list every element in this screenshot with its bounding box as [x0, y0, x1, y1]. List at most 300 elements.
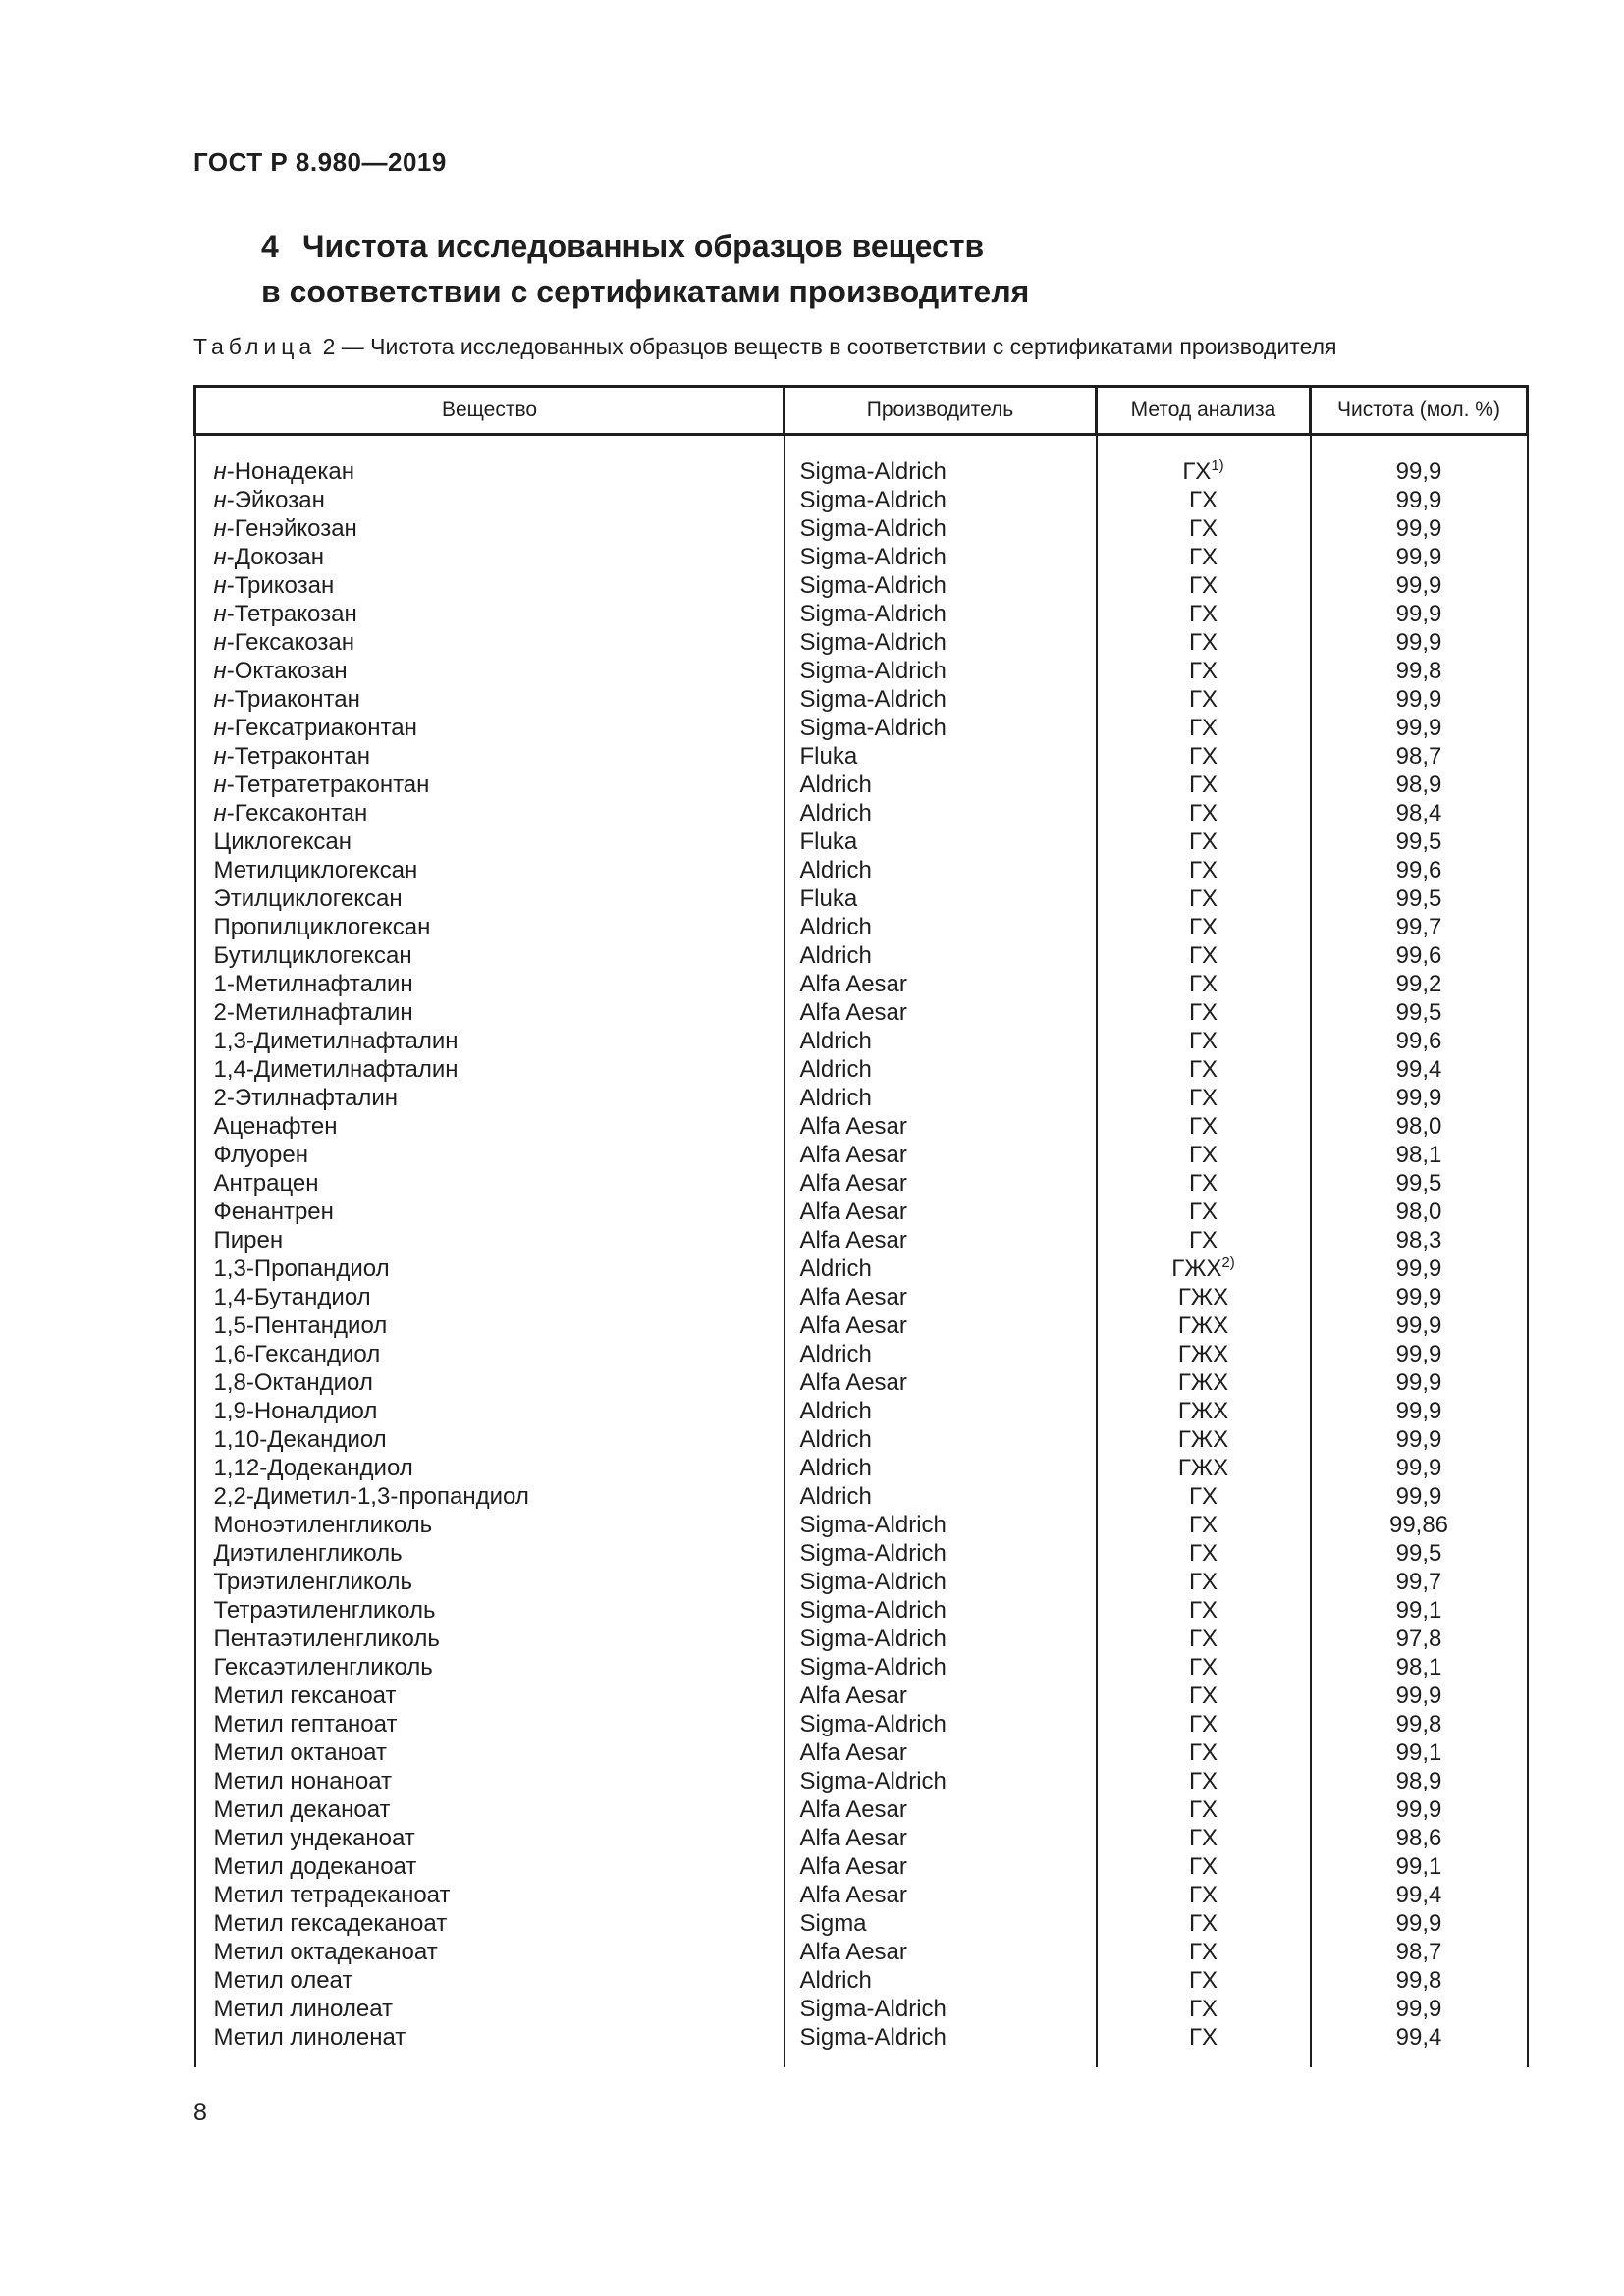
cell-substance: [195, 514, 785, 543]
substance-name: Аценафтен: [213, 1113, 338, 1140]
table-row: [195, 1539, 1528, 1568]
cell-manufacturer: Sigma-Aldrich: [785, 1767, 1097, 1795]
cell-method: [1097, 657, 1311, 685]
cell-manufacturer: Sigma-Aldrich: [785, 1511, 1097, 1539]
substance-name: 1,9-Ноналдиол: [213, 1398, 378, 1424]
method-value: ГХ: [1188, 1199, 1218, 1225]
cell-method: [1097, 1027, 1311, 1055]
table-row: [195, 828, 1528, 856]
substance-prefix: н: [213, 772, 227, 798]
cell-manufacturer: Fluka: [785, 828, 1097, 856]
substance-name: 1,12-Додекандиол: [213, 1455, 413, 1481]
table-row: [195, 1112, 1528, 1141]
cell-manufacturer: Aldrich: [785, 799, 1097, 828]
cell-substance: [195, 657, 785, 685]
table-row: [195, 1368, 1528, 1397]
cell-substance: [195, 1909, 785, 1938]
cell-manufacturer: Alfa Aesar: [785, 1682, 1097, 1710]
cell-method: [1097, 1198, 1311, 1226]
table-row: [195, 1966, 1528, 1995]
table-row: [195, 1596, 1528, 1625]
substance-name: Пентаэтиленгликоль: [213, 1626, 440, 1652]
cell-substance: [195, 571, 785, 600]
substance-name: -Эйкозан: [226, 487, 325, 513]
method-value: ГХ: [1188, 1597, 1218, 1624]
cell-manufacturer: Aldrich: [785, 1425, 1097, 1454]
substance-prefix: н: [213, 544, 227, 570]
cell-manufacturer: Sigma-Aldrich: [785, 543, 1097, 571]
table-row: [195, 1682, 1528, 1710]
cell-substance: [195, 1738, 785, 1767]
cell-manufacturer: Sigma-Aldrich: [785, 1653, 1097, 1682]
cell-substance: [195, 1027, 785, 1055]
cell-substance: [195, 1938, 785, 1966]
cell-manufacturer: Alfa Aesar: [785, 1824, 1097, 1852]
table-row: [195, 913, 1528, 941]
cell-purity: 99,6: [1311, 1027, 1528, 1055]
cell-manufacturer: Alfa Aesar: [785, 1283, 1097, 1311]
cell-substance: [195, 628, 785, 657]
cell-method: [1097, 771, 1311, 799]
cell-substance: [195, 828, 785, 856]
cell-substance: [195, 1425, 785, 1454]
method-value: ГХ: [1188, 2024, 1218, 2051]
cell-manufacturer: Aldrich: [785, 771, 1097, 799]
cell-substance: [195, 913, 785, 941]
table-row: [195, 1255, 1528, 1283]
cell-method: [1097, 1881, 1311, 1909]
cell-method: [1097, 1710, 1311, 1738]
cell-purity: 99,1: [1311, 1738, 1528, 1767]
method-value: ГХ: [1188, 942, 1218, 969]
cell-method: [1097, 1397, 1311, 1425]
substance-name: Метил линолеат: [213, 1996, 394, 2022]
substance-prefix: н: [213, 800, 227, 827]
substance-name: 2-Этилнафталин: [213, 1085, 399, 1111]
substance-name: Метилциклогексан: [213, 857, 418, 883]
table-row: [195, 1226, 1528, 1255]
method-value: ГХ: [1188, 1910, 1218, 1937]
cell-substance: [195, 1340, 785, 1368]
purity-table: [193, 385, 1529, 2067]
cell-method: [1097, 742, 1311, 771]
substance-name: Метил гексадеканоат: [213, 1910, 448, 1937]
cell-manufacturer: Aldrich: [785, 1340, 1097, 1368]
substance-name: Гексаэтиленгликоль: [213, 1654, 433, 1681]
cell-substance: [195, 1995, 785, 2023]
cell-manufacturer: Alfa Aesar: [785, 1938, 1097, 1966]
cell-manufacturer: Fluka: [785, 742, 1097, 771]
method-value: ГЖХ: [1177, 1398, 1229, 1424]
cell-manufacturer: Sigma-Aldrich: [785, 1568, 1097, 1596]
substance-prefix: н: [213, 601, 227, 627]
cell-manufacturer: Sigma-Aldrich: [785, 1596, 1097, 1625]
cell-method: [1097, 1824, 1311, 1852]
table-row: [195, 1482, 1528, 1511]
cell-method: [1097, 1909, 1311, 1938]
table-row: [195, 1710, 1528, 1738]
method-value: ГХ: [1188, 971, 1218, 997]
method-value: ГХ: [1188, 1796, 1218, 1823]
method-value: ГХ: [1188, 1085, 1218, 1111]
section-title-line-1: 4 Чистота исследованных образцов веществ: [261, 224, 1029, 269]
cell-method: [1097, 1682, 1311, 1710]
table-row: [195, 435, 1528, 487]
method-value: ГХ: [1188, 715, 1218, 741]
column-header-purity: Чистота (мол. %): [1311, 387, 1528, 435]
method-value: ГЖХ: [1177, 1341, 1229, 1367]
cell-method: [1097, 571, 1311, 600]
cell-manufacturer: Alfa Aesar: [785, 1881, 1097, 1909]
cell-substance: [195, 714, 785, 742]
cell-substance: [195, 2023, 785, 2067]
cell-substance: [195, 1795, 785, 1824]
table-row: [195, 1909, 1528, 1938]
substance-name: 1,10-Декандиол: [213, 1426, 387, 1453]
substance-name: Метил олеат: [213, 1967, 353, 1994]
cell-substance: [195, 1454, 785, 1482]
cell-manufacturer: Sigma-Aldrich: [785, 571, 1097, 600]
cell-method: [1097, 1482, 1311, 1511]
table-row: [195, 1397, 1528, 1425]
cell-manufacturer: Fluka: [785, 884, 1097, 913]
method-value: ГХ: [1188, 743, 1218, 770]
cell-purity: 99,7: [1311, 1568, 1528, 1596]
cell-purity: 99,1: [1311, 1596, 1528, 1625]
substance-name: 1,6-Гександиол: [213, 1341, 381, 1367]
cell-purity: 99,9: [1311, 1397, 1528, 1425]
cell-manufacturer: Sigma-Aldrich: [785, 486, 1097, 514]
cell-substance: [195, 1255, 785, 1283]
cell-substance: [195, 742, 785, 771]
cell-purity: 99,9: [1311, 1795, 1528, 1824]
cell-purity: 98,1: [1311, 1141, 1528, 1169]
method-value: ГЖХ: [1171, 1255, 1222, 1282]
substance-name: Метил октаноат: [213, 1739, 387, 1766]
cell-purity: 99,9: [1311, 514, 1528, 543]
table-row: [195, 1055, 1528, 1084]
cell-purity: 99,9: [1311, 1340, 1528, 1368]
table-row: [195, 742, 1528, 771]
cell-manufacturer: Sigma-Aldrich: [785, 714, 1097, 742]
table-row: [195, 1995, 1528, 2023]
method-value: ГХ: [1188, 1170, 1218, 1197]
method-value: ГХ: [1188, 1682, 1218, 1709]
cell-method: [1097, 1255, 1311, 1283]
method-value: ГХ: [1188, 828, 1218, 855]
cell-manufacturer: Aldrich: [785, 913, 1097, 941]
cell-purity: 99,9: [1311, 685, 1528, 714]
cell-manufacturer: Alfa Aesar: [785, 1112, 1097, 1141]
table-caption-text: 2 — Чистота исследованных образцов веществ в соответствии с сертификатами производителя: [316, 334, 1337, 359]
method-value: ГХ: [1182, 458, 1212, 485]
cell-method: [1097, 1454, 1311, 1482]
cell-purity: 98,0: [1311, 1198, 1528, 1226]
cell-method: [1097, 913, 1311, 941]
table-body: [195, 435, 1528, 2068]
substance-name: Пропилциклогексан: [213, 914, 431, 940]
method-value: ГХ: [1188, 1654, 1218, 1681]
document-id: ГОСТ Р 8.980—2019: [193, 147, 447, 177]
cell-manufacturer: Sigma-Aldrich: [785, 600, 1097, 628]
substance-name: Пирен: [213, 1227, 284, 1254]
cell-substance: [195, 1283, 785, 1311]
cell-purity: 98,7: [1311, 742, 1528, 771]
cell-substance: [195, 856, 785, 884]
cell-purity: 98,1: [1311, 1653, 1528, 1682]
cell-purity: 99,4: [1311, 1881, 1528, 1909]
cell-substance: [195, 998, 785, 1027]
method-value: ГХ: [1188, 857, 1218, 883]
cell-purity: 99,9: [1311, 435, 1528, 487]
cell-substance: [195, 1710, 785, 1738]
cell-method: [1097, 1283, 1311, 1311]
cell-substance: [195, 1112, 785, 1141]
table-container: [193, 385, 1526, 2066]
cell-substance: [195, 1653, 785, 1682]
method-value: ГХ: [1188, 629, 1218, 656]
cell-purity: 99,9: [1311, 714, 1528, 742]
substance-name: Триэтиленгликоль: [213, 1569, 413, 1595]
cell-method: [1097, 1425, 1311, 1454]
cell-method: [1097, 685, 1311, 714]
cell-manufacturer: Alfa Aesar: [785, 1169, 1097, 1198]
table-row: [195, 571, 1528, 600]
cell-purity: 98,4: [1311, 799, 1528, 828]
substance-name: Антрацен: [213, 1170, 319, 1197]
cell-method: [1097, 828, 1311, 856]
cell-purity: 98,0: [1311, 1112, 1528, 1141]
method-value: ГХ: [1188, 914, 1218, 940]
footnote-marker: 2): [1221, 1255, 1235, 1271]
cell-method: [1097, 1311, 1311, 1340]
substance-name: Метил додеканоат: [213, 1853, 417, 1880]
cell-manufacturer: Aldrich: [785, 1966, 1097, 1995]
substance-name: -Триаконтан: [226, 686, 360, 713]
table-row: [195, 657, 1528, 685]
table-row: [195, 486, 1528, 514]
substance-name: Флуорен: [213, 1142, 308, 1168]
substance-name: -Трикозан: [226, 572, 335, 599]
method-value: ГХ: [1188, 1996, 1218, 2022]
method-value: ГЖХ: [1177, 1455, 1229, 1481]
cell-purity: 98,9: [1311, 1767, 1528, 1795]
substance-name: Метил гептаноат: [213, 1711, 398, 1737]
cell-purity: 99,6: [1311, 941, 1528, 970]
method-value: ГХ: [1188, 1028, 1218, 1054]
cell-manufacturer: Sigma-Aldrich: [785, 685, 1097, 714]
cell-manufacturer: Alfa Aesar: [785, 998, 1097, 1027]
cell-purity: 99,9: [1311, 1909, 1528, 1938]
cell-method: [1097, 435, 1311, 487]
cell-method: [1097, 714, 1311, 742]
cell-manufacturer: Aldrich: [785, 1055, 1097, 1084]
method-value: ГХ: [1188, 1569, 1218, 1595]
method-value: ГХ: [1188, 1882, 1218, 1908]
table-row: [195, 1283, 1528, 1311]
cell-purity: 99,9: [1311, 1482, 1528, 1511]
cell-method: [1097, 1852, 1311, 1881]
cell-purity: 99,9: [1311, 571, 1528, 600]
substance-name: 1,3-Диметилнафталин: [213, 1028, 459, 1054]
substance-name: Фенантрен: [213, 1199, 334, 1225]
cell-method: [1097, 1511, 1311, 1539]
substance-name: Метил гексаноат: [213, 1682, 397, 1709]
method-value: ГХ: [1188, 515, 1218, 542]
cell-substance: [195, 1596, 785, 1625]
cell-substance: [195, 970, 785, 998]
cell-purity: 99,5: [1311, 884, 1528, 913]
substance-name: -Гексатриаконтан: [226, 715, 417, 741]
method-value: ГХ: [1188, 572, 1218, 599]
cell-method: [1097, 1795, 1311, 1824]
cell-purity: 99,9: [1311, 1283, 1528, 1311]
cell-substance: [195, 1852, 785, 1881]
cell-manufacturer: Alfa Aesar: [785, 1852, 1097, 1881]
table-row: [195, 856, 1528, 884]
table-row: [195, 970, 1528, 998]
cell-substance: [195, 1568, 785, 1596]
cell-manufacturer: Alfa Aesar: [785, 1368, 1097, 1397]
substance-name: -Тетракозан: [226, 601, 357, 627]
cell-substance: [195, 435, 785, 487]
table-row: [195, 1311, 1528, 1340]
cell-method: [1097, 1084, 1311, 1112]
substance-name: Этилциклогексан: [213, 885, 403, 912]
table-row: [195, 514, 1528, 543]
cell-manufacturer: Sigma-Aldrich: [785, 514, 1097, 543]
cell-substance: [195, 543, 785, 571]
table-row: [195, 1653, 1528, 1682]
method-value: ГХ: [1188, 1483, 1218, 1510]
cell-purity: 99,4: [1311, 1055, 1528, 1084]
table-row: [195, 1738, 1528, 1767]
table-row: [195, 1454, 1528, 1482]
cell-substance: [195, 799, 785, 828]
method-value: ГХ: [1188, 601, 1218, 627]
table-row: [195, 1198, 1528, 1226]
substance-prefix: н: [213, 658, 227, 684]
cell-method: [1097, 1995, 1311, 2023]
table-row: [195, 2023, 1528, 2067]
cell-method: [1097, 1738, 1311, 1767]
cell-method: [1097, 998, 1311, 1027]
method-value: ГХ: [1188, 772, 1218, 798]
cell-substance: [195, 1169, 785, 1198]
cell-method: [1097, 941, 1311, 970]
cell-method: [1097, 600, 1311, 628]
cell-substance: [195, 1311, 785, 1340]
table-row: [195, 628, 1528, 657]
cell-purity: 99,9: [1311, 1995, 1528, 2023]
method-value: ГХ: [1188, 1967, 1218, 1994]
substance-prefix: н: [213, 515, 227, 542]
cell-substance: [195, 941, 785, 970]
table-row: [195, 1852, 1528, 1881]
cell-purity: 99,9: [1311, 628, 1528, 657]
cell-method: [1097, 1169, 1311, 1198]
substance-name: 1,4-Бутандиол: [213, 1284, 371, 1310]
cell-manufacturer: Aldrich: [785, 941, 1097, 970]
cell-substance: [195, 1824, 785, 1852]
page-number: 8: [193, 2099, 207, 2126]
substance-name: Метил деканоат: [213, 1796, 391, 1823]
cell-manufacturer: Sigma-Aldrich: [785, 628, 1097, 657]
cell-substance: [195, 1397, 785, 1425]
method-value: ГХ: [1188, 999, 1218, 1026]
method-value: ГЖХ: [1177, 1369, 1229, 1396]
substance-prefix: н: [213, 715, 227, 741]
substance-name: 1-Метилнафталин: [213, 971, 413, 997]
cell-purity: 99,9: [1311, 486, 1528, 514]
method-value: ГХ: [1188, 686, 1218, 713]
cell-substance: [195, 1198, 785, 1226]
cell-purity: 98,9: [1311, 771, 1528, 799]
cell-method: [1097, 1539, 1311, 1568]
table-row: [195, 1881, 1528, 1909]
cell-purity: 99,9: [1311, 1454, 1528, 1482]
substance-prefix: н: [213, 743, 227, 770]
cell-method: [1097, 1568, 1311, 1596]
cell-method: [1097, 1653, 1311, 1682]
cell-purity: 99,5: [1311, 828, 1528, 856]
cell-substance: [195, 1539, 785, 1568]
cell-method: [1097, 856, 1311, 884]
column-header-method: Метод анализа: [1097, 387, 1311, 435]
cell-manufacturer: Sigma-Aldrich: [785, 1625, 1097, 1653]
substance-name: Метил тетрадеканоат: [213, 1882, 451, 1908]
table-row: [195, 1568, 1528, 1596]
substance-prefix: н: [213, 458, 227, 485]
substance-name: Метил ундеканоат: [213, 1825, 415, 1851]
cell-substance: [195, 1767, 785, 1795]
method-value: ГХ: [1188, 885, 1218, 912]
cell-method: [1097, 1368, 1311, 1397]
method-value: ГЖХ: [1177, 1284, 1229, 1310]
cell-substance: [195, 1482, 785, 1511]
cell-manufacturer: Alfa Aesar: [785, 1226, 1097, 1255]
cell-manufacturer: Sigma-Aldrich: [785, 1710, 1097, 1738]
method-value: ГХ: [1188, 487, 1218, 513]
cell-purity: 99,5: [1311, 1169, 1528, 1198]
substance-name: 1,4-Диметилнафталин: [213, 1056, 459, 1083]
cell-manufacturer: Sigma: [785, 1909, 1097, 1938]
substance-name: Метил октадеканоат: [213, 1939, 438, 1965]
cell-method: [1097, 1226, 1311, 1255]
substance-name: 1,8-Октандиол: [213, 1369, 373, 1396]
cell-purity: 99,9: [1311, 1682, 1528, 1710]
cell-purity: 99,8: [1311, 1966, 1528, 1995]
cell-method: [1097, 884, 1311, 913]
cell-purity: 99,9: [1311, 1368, 1528, 1397]
table-row: [195, 1938, 1528, 1966]
table-row: [195, 1169, 1528, 1198]
section-number: 4: [261, 229, 279, 264]
cell-method: [1097, 514, 1311, 543]
cell-substance: [195, 1084, 785, 1112]
cell-substance: [195, 1368, 785, 1397]
cell-manufacturer: Aldrich: [785, 1084, 1097, 1112]
cell-manufacturer: Aldrich: [785, 1255, 1097, 1283]
substance-name: -Октакозан: [226, 658, 348, 684]
cell-substance: [195, 685, 785, 714]
substance-name: 2-Метилнафталин: [213, 999, 413, 1026]
cell-manufacturer: Alfa Aesar: [785, 1311, 1097, 1340]
method-value: ГХ: [1188, 1512, 1218, 1538]
cell-method: [1097, 1141, 1311, 1169]
cell-substance: [195, 600, 785, 628]
method-value: ГХ: [1188, 1825, 1218, 1851]
